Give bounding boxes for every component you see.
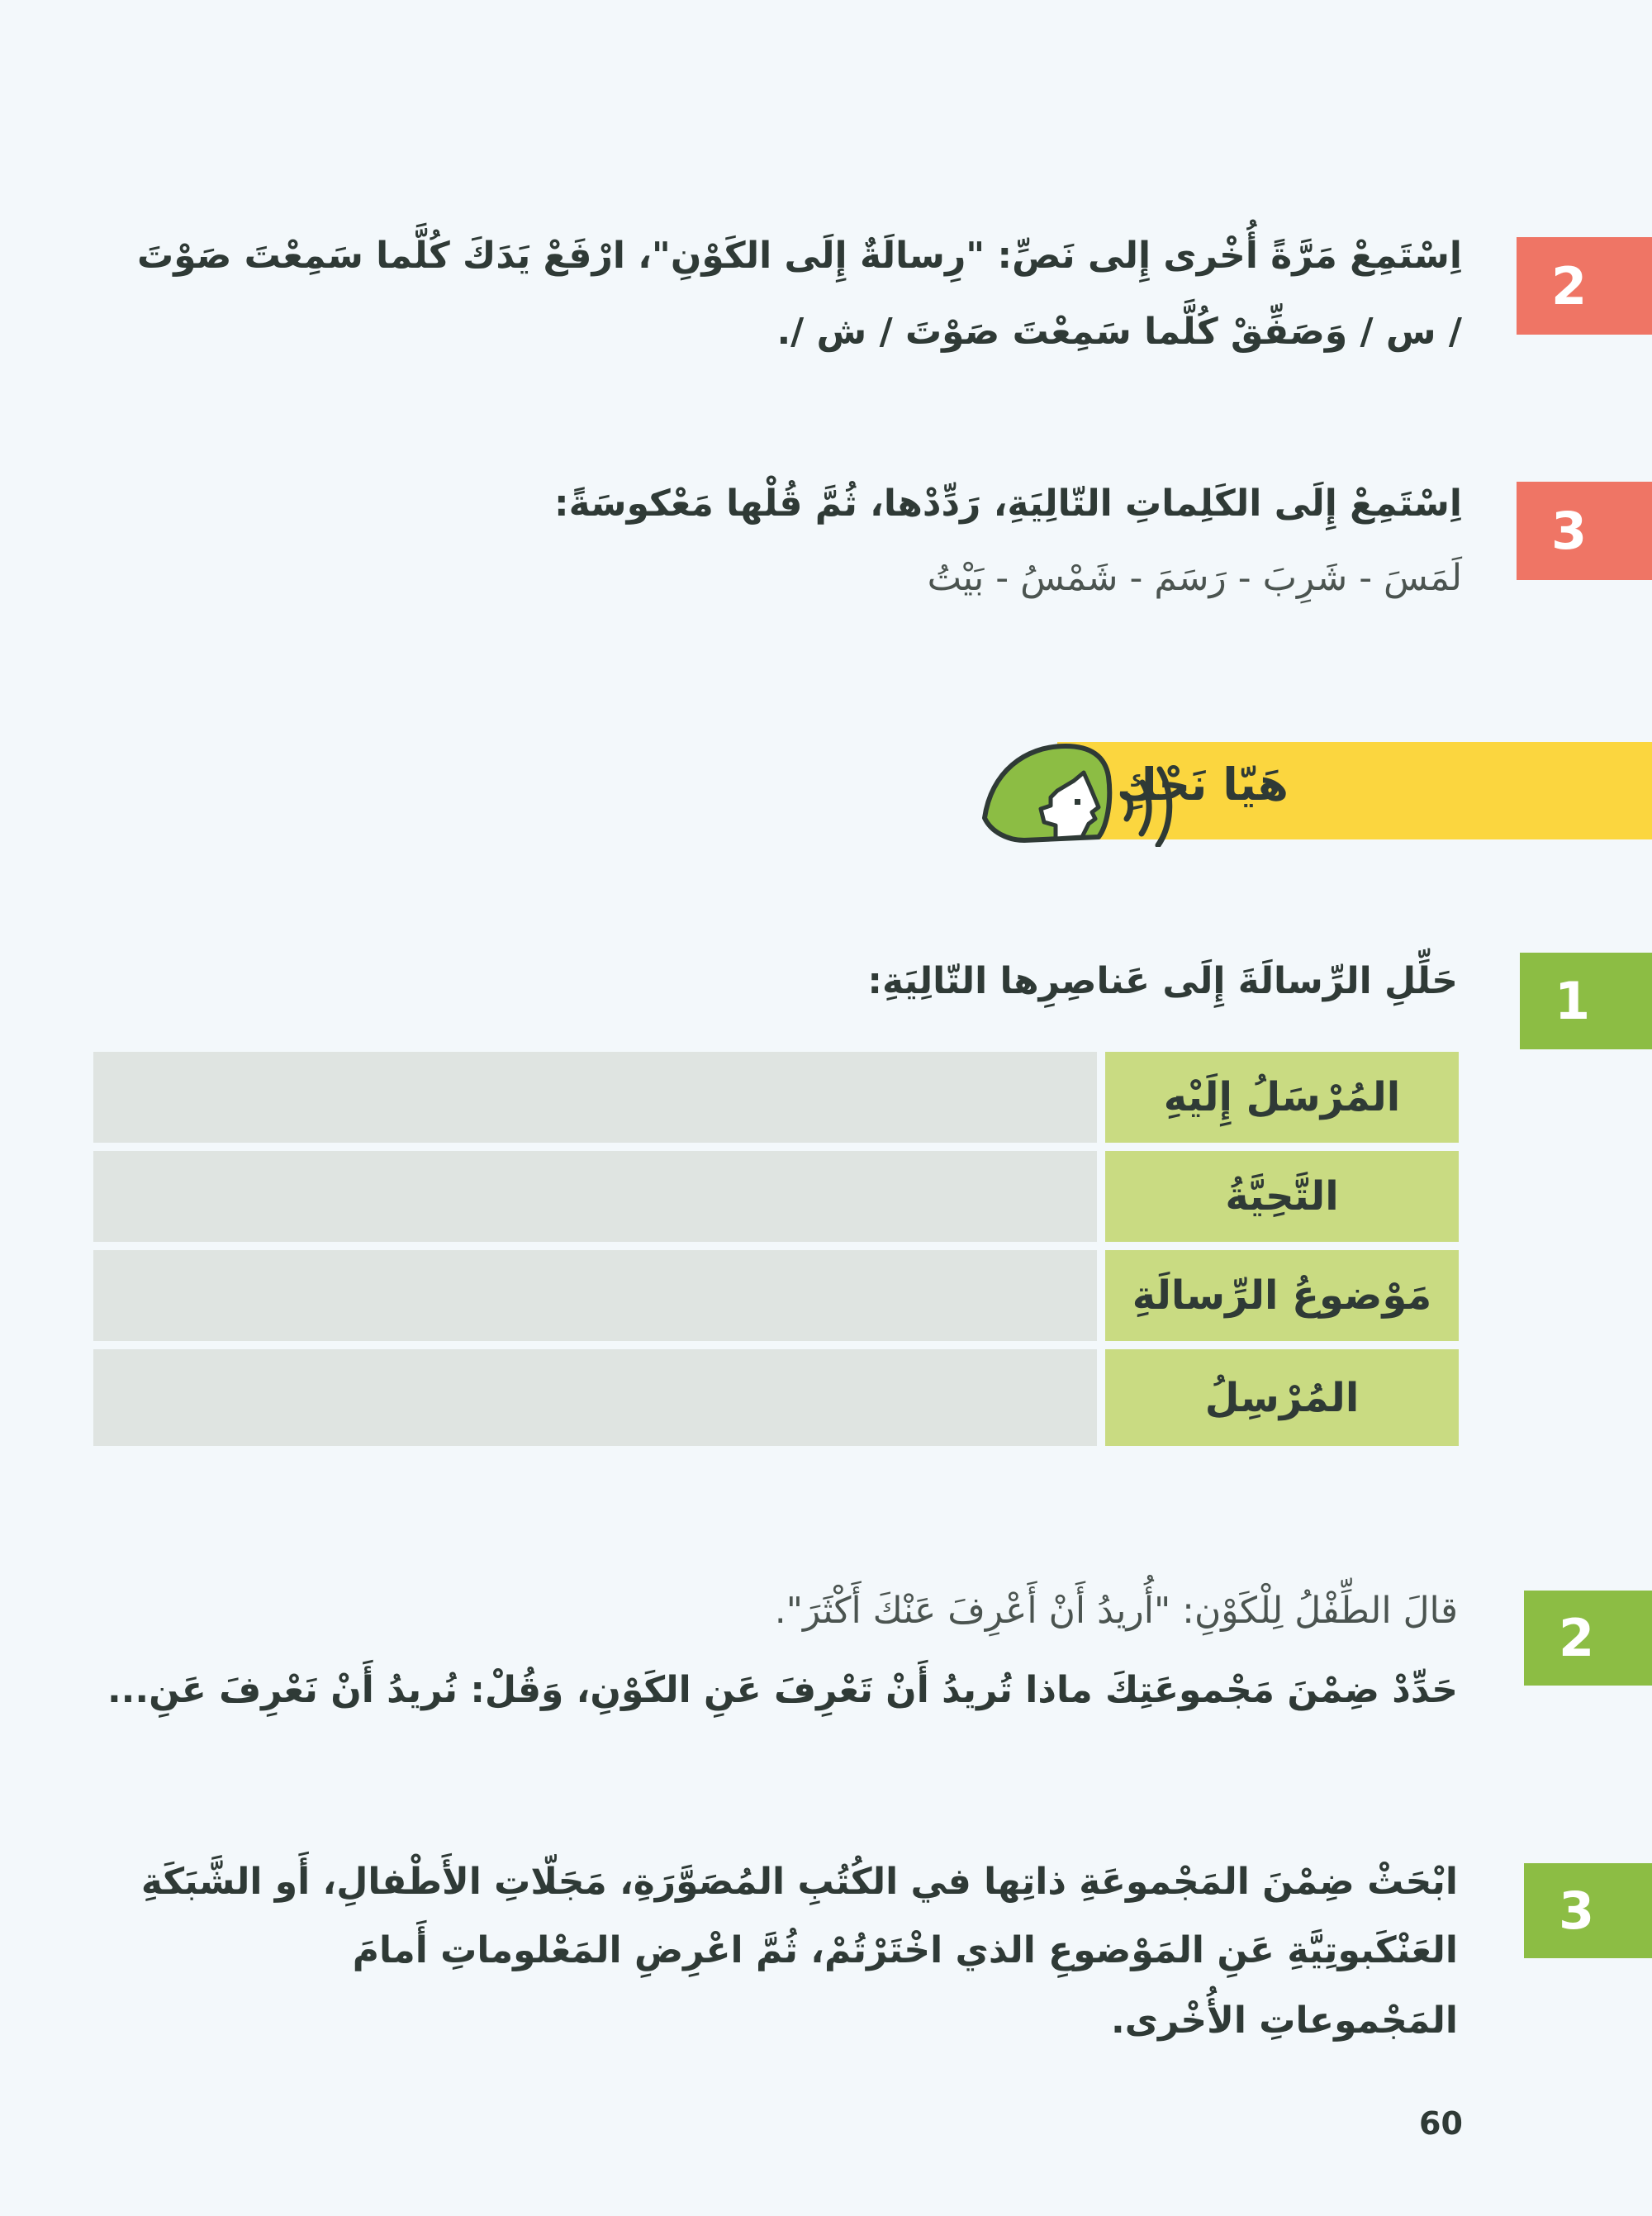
exercise-instruction: حَلِّلِ الرِّسالَةَ إِلَى عَناصِرِها التّالِيَةِ: (867, 960, 1458, 1002)
exercise-number-badge (1524, 1863, 1652, 1958)
exercise-number-badge (1520, 953, 1652, 1049)
page-number: 60 (1419, 2105, 1463, 2142)
exercise-number: 1 (1555, 971, 1591, 1031)
table-label-cell: التَّحِيَّةُ (1105, 1151, 1459, 1242)
message-elements-table (93, 1052, 1459, 1454)
table-row (93, 1250, 1459, 1341)
exercise-instruction-line: اِسْتَمِعْ مَرَّةً أُخْرى إِلى نَصِّ: "رِسالَةٌ إِلَى الكَوْنِ"، ارْفَعْ يَدَكَ كُلَّما سَمِعْتَ صَوْتَ (137, 235, 1462, 277)
exercise-instruction-line: اِسْتَمِعْ إِلَى الكَلِماتِ التّالِيَةِ، رَدِّدْها، ثُمَّ قُلْها مَعْكوسَةً: (554, 483, 1462, 525)
exercise-instruction-line: المَجْموعاتِ الأُخْرى. (1111, 2000, 1458, 2042)
table-answer-cell[interactable] (93, 1151, 1097, 1242)
exercise-number-badge (1524, 1591, 1652, 1686)
exercise-number-badge (1517, 237, 1652, 335)
table-label-cell: المُرْسِلُ (1105, 1349, 1459, 1446)
exercise-instruction-line: العَنْكَبوتِيَّةِ عَنِ المَوْضوعِ الذي اخْتَرْتُمْ، ثُمَّ اعْرِضِ المَعْلوماتِ أَمامَ (352, 1929, 1458, 1971)
exercise-number: 2 (1559, 1608, 1595, 1668)
exercise-instruction-line: ابْحَثْ ضِمْنَ المَجْموعَةِ ذاتِها في الكُتُبِ المُصَوَّرَةِ، مَجَلّاتِ الأَطْفالِ، أَو الشَّبَكَةِ (140, 1861, 1458, 1903)
table-row (93, 1349, 1459, 1446)
exercise-number: 3 (1551, 501, 1588, 561)
table-label-cell: مَوْضوعُ الرِّسالَةِ (1105, 1250, 1459, 1341)
word-list: لَمَسَ - شَرِبَ - رَسَمَ - شَمْسُ - بَيْتُ (927, 557, 1462, 599)
exercise-number: 3 (1559, 1881, 1595, 1941)
exercise-quote: قالَ الطِّفْلُ لِلْكَوْنِ: "أُريدُ أَنْ أَعْرِفَ عَنْكَ أَكْثَرَ". (774, 1590, 1458, 1632)
exercise-number-badge (1517, 482, 1652, 580)
speaking-head-icon (975, 739, 1189, 847)
table-row (93, 1052, 1459, 1143)
table-answer-cell[interactable] (93, 1052, 1097, 1143)
table-label-cell: المُرْسَلُ إِلَيْهِ (1105, 1052, 1459, 1143)
exercise-instruction-line: / س / وَصَفِّقْ كُلَّما سَمِعْتَ صَوْتَ / ش /. (776, 311, 1462, 353)
exercise-instruction: حَدِّدْ ضِمْنَ مَجْموعَتِكَ ماذا تُريدُ أَنْ تَعْرِفَ عَنِ الكَوْنِ، وَقُلْ: نُريدُ أَنْ نَعْرِفَ عَنِ... (107, 1669, 1458, 1711)
exercise-number: 2 (1551, 255, 1588, 316)
table-answer-cell[interactable] (93, 1349, 1097, 1446)
table-row (93, 1151, 1459, 1242)
section-title: هَيّا نَحْكِ (1116, 758, 1289, 811)
table-answer-cell[interactable] (93, 1250, 1097, 1341)
